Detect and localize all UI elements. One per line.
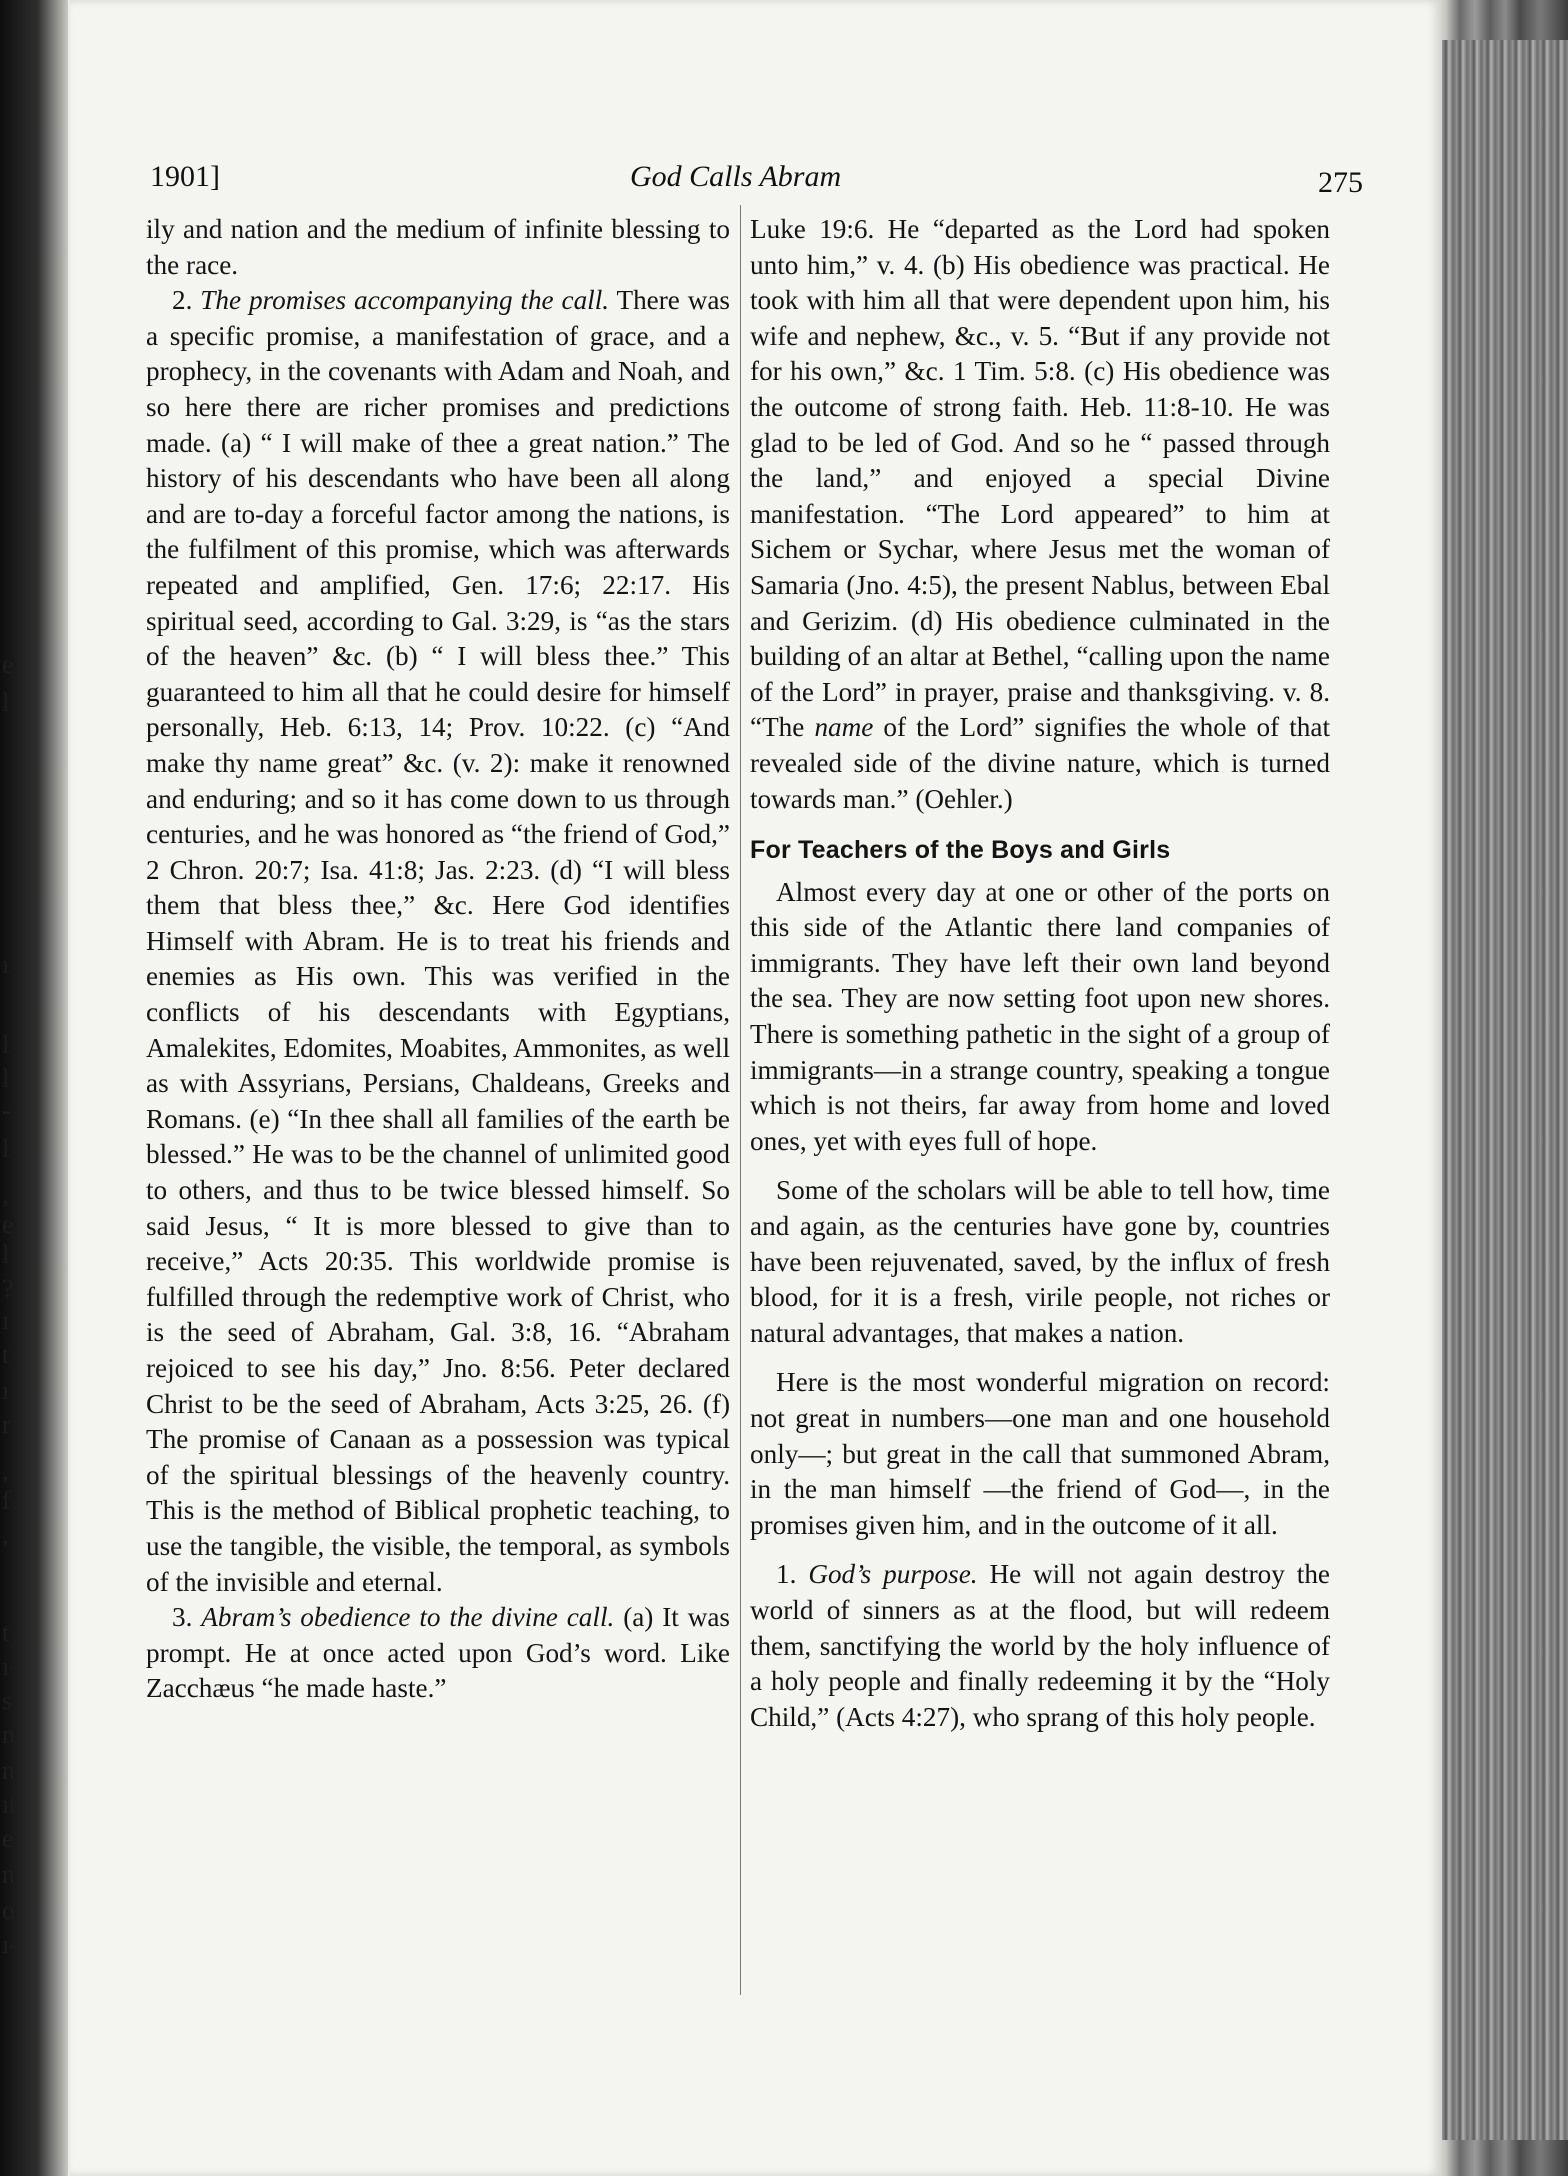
header-year: 1901] [150, 160, 220, 193]
margin-fragment: l [2, 688, 10, 717]
paragraph-text: Luke 19:6. He “departed as the Lord had spoken unto him,” v. 4. (b) His obedience was practical. He took with him all that were dependent upon him, his wife and nephew, &c., v. 5. “But if any provide not for his own,” &c. 1 Tim. 5:8. (c) His obedience was the outcome of strong faith. Heb. 11:8-10. He was glad to be led of God. And so he “ passed through the land,” and enjoyed a special Divine manifestation. “The Lord appeared” to him at Sichem or Sychar, where Jesus met the woman of Samaria (Jno. 4:5), the present Nablus, between Ebal and Gerizim. (d) His obedience culminated in the building of an altar at Bethel, “calling upon the name of the Lord” in prayer, praise and thanksgiving. v. 8. “The [750, 214, 1330, 743]
paragraph [750, 1557, 1330, 1735]
paragraph-text: of the Lord” signifies the whole of that revealed side of the divine nature, which is turned towards man.” (Oehler.) [750, 712, 1331, 814]
paragraph [146, 1600, 730, 1707]
page-number: 275 [1318, 166, 1363, 199]
paragraph [750, 1365, 1330, 1543]
column-divider [740, 205, 741, 1995]
item-heading: Abram’s obedience to the divine call. [201, 1602, 615, 1633]
item-number: 1. [776, 1559, 797, 1590]
margin-fragment: e [2, 650, 14, 679]
margin-fragment: t [2, 1340, 10, 1369]
margin-fragment: s [2, 1686, 13, 1715]
margin-fragment: ı- [2, 1930, 18, 1959]
margin-fragment: ı [2, 950, 10, 979]
margin-fragment: t [2, 1618, 10, 1647]
paragraph-text: He will not again destroy the world of sinners as at the flood, but will redeem them, sanctifying the world by the holy influence of a holy people and finally redeeming it by the “Holy Child,” (Acts 4:27), who sprang of this holy people. [750, 1559, 1330, 1732]
margin-fragment: ı- [2, 1652, 18, 1681]
paragraph-text: Some of the scholars will be able to tell how, time and again, as the centuries have gone by, countries have been rejuvenated, saved, by the influx of fresh blood, for it is a fresh, virile people, not riches or natural advantages, that makes a nation. [750, 1175, 1330, 1348]
margin-fragment: n [2, 1720, 15, 1749]
item-number: 3. [172, 1602, 193, 1633]
right-column [750, 212, 1330, 1735]
margin-fragment: o [2, 1896, 15, 1925]
running-header [150, 152, 1363, 199]
left-column [146, 212, 730, 1707]
margin-fragment: e. [2, 1824, 21, 1853]
margin-fragment: - [2, 1096, 11, 1125]
margin-fragment: ? [2, 1274, 14, 1303]
margin-fragment: ı [2, 1306, 10, 1335]
margin-fragment: , [2, 1520, 9, 1549]
header-title: God Calls Abram [630, 160, 842, 193]
paragraph [146, 283, 730, 1600]
margin-fragment: l [2, 1134, 10, 1163]
paragraph-text: Here is the most wonderful migration on record: not great in numbers—one man and one household only—; but great in the call that summoned Abram, in the man himself —the friend of God—, in the promises given him, and in the outcome of it all. [750, 1367, 1330, 1540]
margin-fragment: l [2, 1030, 10, 1059]
margin-fragment: l [2, 1064, 10, 1093]
paragraph [750, 875, 1330, 1160]
margin-fragment: , [2, 1180, 9, 1209]
page-edges [1442, 40, 1568, 2140]
margin-fragment: ı [2, 1376, 10, 1405]
item-heading: The promises accompanying the call. [200, 285, 610, 316]
margin-fragment: n [2, 1756, 15, 1785]
margin-fragment: l [2, 1240, 10, 1269]
margin-fragment: n [2, 1860, 15, 1889]
paragraph [750, 212, 1330, 817]
margin-fragment: , [2, 1456, 9, 1485]
paragraph-text: Almost every day at one or other of the ports on this side of the Atlantic there land companies of immigrants. They have left their own land beyond the sea. They are now setting foot upon new shores. There is something pathetic in the sight of a group of immigrants—in a strange country, speaking a tongue which is not theirs, far away from home and loved ones, yet with eyes full of hope. [750, 876, 1330, 1156]
paragraph [146, 212, 730, 283]
italic-word: name [814, 712, 874, 743]
paragraph [750, 1173, 1330, 1351]
item-heading: God’s purpose. [808, 1559, 978, 1590]
margin-fragment: ıt [2, 1790, 17, 1819]
item-number: 2. [172, 285, 193, 316]
paragraph-text: ily and nation and the medium of infinite blessing to the race. [146, 214, 730, 280]
margin-fragment: e [2, 1210, 14, 1239]
margin-fragment: f [2, 1486, 11, 1515]
paragraph-text: There was a specific promise, a manifestation of grace, and a prophecy, in the covenants with Adam and Noah, and so here there are richer promises and predictions made. (a) “ I will make of thee a great nation.” The history of his descendants who have been all along and are to-day a forceful factor among the nations, is the fulfilment of this promise, which was afterwards repeated and amplified, Gen. 17:6; 22:17. His spiritual seed, according to Gal. 3:29, is “as the stars of the heaven” &c. (b) “ I will bless thee.” This guaranteed to him all that he could desire for himself personally, Heb. 6:13, 14; Prov. 10:22. (c) “And make thy name great” &c. (v. 2): make it renowned and enduring; and so it has come down to us through centuries, and he was honored as “the friend of God,” 2 Chron. 20:7; Isa. 41:8; Jas. 2:23. (d) “I will bless them that bless thee,” &c. Here God identifies Himself with Abram. He is to treat his friends and enemies as His own. This was verified in the conflicts of his descendants with Egyptians, Amalekites, Edomites, Moabites, Ammonites, as well as with Assyrians, Persians, Chaldeans, Greeks and Romans. (e) “In thee shall all families of the earth be blessed.” He was to be the channel of unlimited good to others, and thus to be twice blessed himself. So said Jesus, “ It is more blessed to give than to receive,” Acts 20:35. This worldwide promise is fulfilled through the redemptive work of Christ, who is the seed of Abraham, Gal. 3:8, 16. “Abraham rejoiced to see his day,” Jno. 8:56. Peter declared Christ to be the seed of Abraham, Acts 3:25, 26. (f) The promise of Canaan as a possession was typical of the spiritual blessings of the heavenly country. This is the method of Biblical prophetic teaching, to use the tangible, the visible, the temporal, as symbols of the invisible and eternal. [146, 285, 731, 1597]
section-heading: For Teachers of the Boys and Girls [750, 836, 1171, 865]
margin-fragment: r [2, 1410, 11, 1439]
paragraph-text: (a) It was prompt. He at once acted upon God’s word. Like Zacchæus “he made haste.” [146, 1602, 730, 1704]
